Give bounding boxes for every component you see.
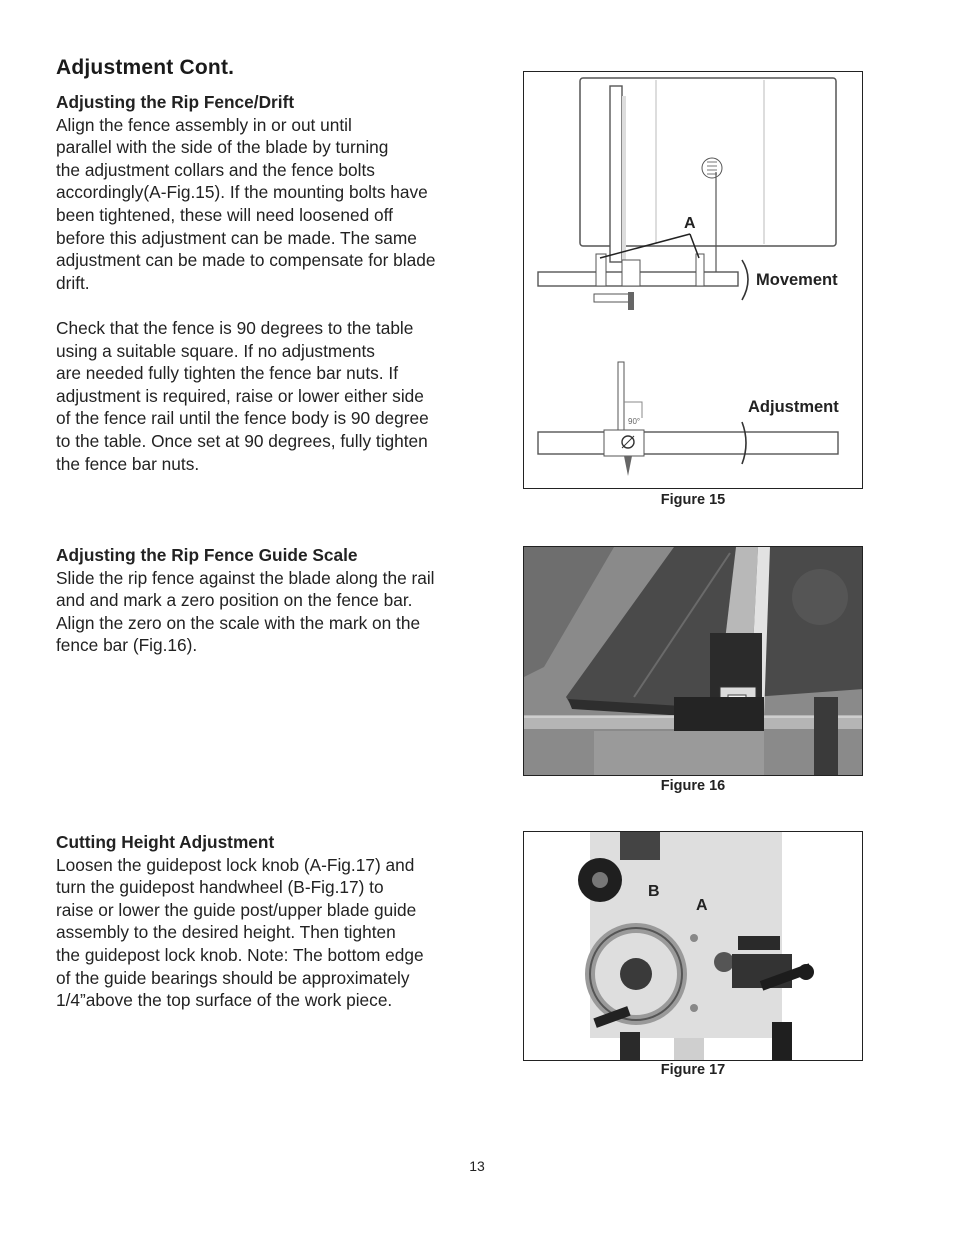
figure-17-caption: Figure 17 [660,1062,726,1078]
lower-frame [674,1038,704,1061]
bolt [690,1004,698,1012]
figure-15 [523,71,863,489]
figure-16-caption: Figure 16 [660,778,726,794]
angle-mark: 90° [628,417,641,426]
fence-rail-end [538,432,838,454]
page-number: 13 [469,1158,485,1174]
section-paragraph: Align the fence assembly in or out until parallel with the side of the blade by turning the adjustment collars and the fence bolts accordingly(A-Fig.15). If the mounting bolts have been tightened, these will need loosened off before this adjustment can be made. The same adjustment can be made to compensate for blade drift. [56,114,436,293]
section-rip-fence-guide-scale [56,544,476,657]
figure-16-photo [524,547,863,776]
side-bracket [814,697,838,776]
section-paragraph: Check that the fence is 90 degrees to the table using a suitable square. If no adjustments are needed fully tighten the fence bar nuts. If adjustment is required, raise or lower either side of the fence rail until the fence body is 90 degree to the table. Once set at 90 degrees, fully tighten the fence bar nuts. [56,317,429,474]
section-rip-fence-drift [56,91,476,475]
bolt [690,934,698,942]
label-b: B [648,883,660,900]
label-adjustment: Adjustment [748,398,839,416]
figure-17 [523,831,863,1061]
figure-15-diagram [524,72,863,489]
fence-body [610,86,622,262]
section-paragraph: Loosen the guidepost lock knob (A-Fig.17) and turn the guidepost handwheel (B-Fig.17) to raise or lower the guide post/upper blade guide assembly to the desired height. Then tighten the guidepost lock knob. Note: The bottom edge of the guide bearings should be approximately 1/4”above the top surface of the work piece. [56,854,424,1011]
lock-handle [594,294,632,302]
guide-lock-base [714,952,734,972]
fence-clamp [622,260,640,286]
movement-arc [742,260,748,300]
collar [596,254,606,286]
section-heading: Cutting Height Adjustment [56,832,275,852]
page-title: Adjustment Cont. [56,56,235,79]
lock-knob-center [592,872,608,888]
section-heading: Adjusting the Rip Fence/Drift [56,92,295,112]
figure-17-photo [524,832,863,1061]
figure-15-caption: Figure 15 [660,492,726,508]
figure-16 [523,546,863,776]
lock-lever [624,456,632,476]
table-insert [792,569,848,625]
lock-knob [628,292,634,310]
section-paragraph: Slide the rip fence against the blade along the rail and and mark a zero position on the fence bar. Align the zero on the scale with the mark on the fence bar (Fig.16). [56,567,435,656]
square-mark [624,402,642,418]
guide-post [620,1032,640,1061]
side-lever [772,1022,792,1061]
lock-lever-end [798,964,814,980]
section-cutting-height [56,831,476,1012]
label-movement: Movement [756,271,838,289]
column-window [620,832,660,860]
label-a: A [684,215,696,232]
blade-insert [702,158,722,178]
fence-side-view [618,362,624,434]
rail-clamp [674,697,764,731]
cabinet-front [594,731,764,776]
collar [696,254,704,286]
guide-lock-knob [738,936,780,950]
label-a: A [696,897,708,914]
fence-shadow [622,96,626,262]
section-heading: Adjusting the Rip Fence Guide Scale [56,545,358,565]
handwheel-hub [620,958,652,990]
